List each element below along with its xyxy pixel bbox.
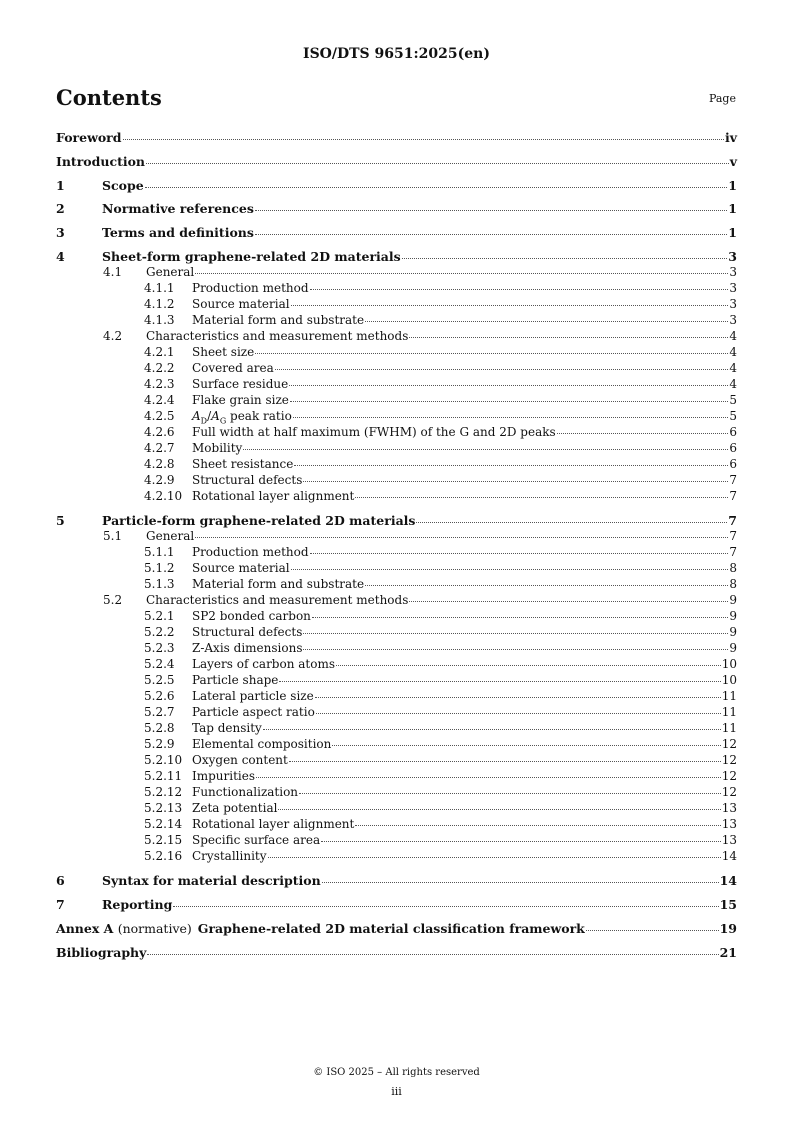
toc-page: 21: [719, 945, 737, 960]
toc-entry-5-2-1[interactable]: [56, 609, 737, 623]
toc-page: 4: [729, 377, 737, 391]
leader-dots: [355, 497, 728, 498]
toc-entry-5-2-7[interactable]: [56, 705, 737, 719]
toc-title: Scope: [102, 178, 144, 193]
toc-page: 15: [719, 897, 737, 912]
toc-title: Material form and substrate: [192, 577, 365, 591]
toc-title: Covered area: [192, 361, 274, 375]
toc-number: 4.2.7: [144, 441, 175, 455]
leader-dots: [123, 139, 724, 140]
toc-page: 9: [729, 593, 737, 607]
toc-page: 12: [721, 737, 737, 751]
toc-number: 5.2.15: [144, 833, 183, 847]
toc-title: Particle aspect ratio: [192, 705, 315, 719]
toc-number: 4.2.2: [144, 361, 175, 375]
leader-dots: [332, 745, 720, 746]
slash: /: [207, 409, 212, 423]
toc-entry-4-2-2[interactable]: [56, 361, 737, 375]
toc-entry-foreword[interactable]: [56, 130, 737, 145]
toc-page: 1: [728, 178, 737, 193]
toc-entry-1[interactable]: [56, 178, 737, 193]
toc-entry-5-1-1[interactable]: [56, 545, 737, 559]
page-number: iii: [391, 1085, 402, 1098]
toc-entry-4-2-7[interactable]: [56, 441, 737, 455]
toc-number: 5.2.9: [144, 737, 175, 751]
toc-title: Material form and substrate: [192, 313, 365, 327]
toc-entry-5-2-11[interactable]: [56, 769, 737, 783]
toc-number: 3: [56, 225, 65, 240]
leader-dots: [336, 665, 721, 666]
toc-number: 4.1.1: [144, 281, 175, 295]
toc-number: 5.2.7: [144, 705, 175, 719]
toc-page: 5: [729, 393, 737, 407]
leader-dots: [291, 305, 729, 306]
toc-number: 5: [56, 513, 65, 528]
page-column-label: Page: [708, 92, 736, 105]
toc-entry-4-2-3[interactable]: [56, 377, 737, 391]
toc-number: 5.1.3: [144, 577, 175, 591]
toc-page: 7: [729, 489, 737, 503]
toc-page: 6: [729, 441, 737, 455]
leader-dots: [294, 465, 728, 466]
leader-dots: [255, 210, 727, 211]
toc-number: 4.1: [103, 265, 123, 279]
toc-title: Bibliography: [56, 945, 147, 960]
leader-dots: [365, 585, 728, 586]
toc-page: 11: [721, 689, 737, 703]
toc-page: 4: [729, 361, 737, 375]
toc-entry-4-1[interactable]: [56, 265, 737, 279]
toc-page: 7: [728, 513, 737, 528]
toc-title: Introduction: [56, 154, 146, 169]
subscript-g: G: [219, 416, 227, 426]
toc-number: 5.2: [103, 593, 123, 607]
leader-dots: [316, 713, 721, 714]
leader-dots: [303, 633, 728, 634]
toc-number: 4.2.6: [144, 425, 175, 439]
toc-page: iv: [724, 130, 737, 145]
toc-number: 5.1: [103, 529, 123, 543]
leader-dots: [355, 825, 720, 826]
toc-title: Source material: [192, 297, 290, 311]
toc-entry-5-2-6[interactable]: [56, 689, 737, 703]
toc-title: Tap density: [192, 721, 262, 735]
toc-entry-7[interactable]: [56, 897, 737, 912]
toc-number: 4.2.4: [144, 393, 175, 407]
toc-entry-4-2-1[interactable]: [56, 345, 737, 359]
toc-entry-5-2-10[interactable]: [56, 753, 737, 767]
toc-entry-3[interactable]: [56, 225, 737, 240]
annex-label: Annex A: [56, 921, 114, 936]
toc-page: 9: [729, 609, 737, 623]
toc-page: 11: [721, 721, 737, 735]
toc-title: Zeta potential: [192, 801, 278, 815]
toc-title: Particle shape: [192, 673, 279, 687]
leader-dots: [310, 289, 729, 290]
toc-number: 4.2: [103, 329, 123, 343]
title-rest: peak ratio: [226, 409, 292, 423]
toc-page: 6: [729, 457, 737, 471]
leader-dots: [147, 954, 718, 955]
leader-dots: [409, 601, 728, 602]
toc-page: 7: [729, 529, 737, 543]
toc-entry-5-2-2[interactable]: [56, 625, 737, 639]
toc-title: Full width at half maximum (FWHM) of the G and 2D peaks: [192, 425, 556, 439]
toc-number: 5.2.4: [144, 657, 175, 671]
leader-dots: [256, 777, 721, 778]
toc-title: Normative references: [102, 201, 254, 216]
toc-title: Rotational layer alignment: [192, 817, 355, 831]
toc-number: 5.2.3: [144, 641, 175, 655]
toc-number: 4.2.8: [144, 457, 175, 471]
toc-entry-5-2-16[interactable]: [56, 849, 737, 863]
annex-qualifier: (normative): [117, 921, 192, 936]
toc-page: 3: [729, 281, 737, 295]
toc-number: 4.2.3: [144, 377, 175, 391]
toc-page: 13: [721, 801, 737, 815]
toc-page: 9: [729, 641, 737, 655]
toc-page: v: [729, 154, 737, 169]
leader-dots: [268, 857, 721, 858]
toc-entry-introduction[interactable]: [56, 154, 737, 169]
leader-dots: [310, 553, 729, 554]
leader-dots: [279, 681, 720, 682]
toc-page: 9: [729, 625, 737, 639]
toc-entry-5-2-13[interactable]: [56, 801, 737, 815]
toc-page: 5: [729, 409, 737, 423]
toc-entry-5-2-12[interactable]: [56, 785, 737, 799]
leader-dots: [402, 258, 728, 259]
toc-entry-2[interactable]: [56, 201, 737, 216]
leader-dots: [290, 401, 728, 402]
toc-title: SP2 bonded carbon: [192, 609, 311, 623]
toc-number: 1: [56, 178, 65, 193]
toc-title: General: [146, 529, 195, 543]
leader-dots: [275, 369, 729, 370]
toc-title: Impurities: [192, 769, 256, 783]
leader-dots: [255, 353, 728, 354]
toc-page: 6: [729, 425, 737, 439]
toc-page: 10: [721, 673, 737, 687]
toc-entry-bibliography[interactable]: [56, 945, 737, 960]
toc-title: Source material: [192, 561, 290, 575]
symbol-a: A: [192, 409, 201, 423]
toc-number: 4.2.1: [144, 345, 175, 359]
toc-page: 3: [728, 249, 737, 264]
leader-dots: [289, 761, 721, 762]
subscript-d: D: [200, 416, 208, 426]
toc-entry-4-2[interactable]: [56, 329, 737, 343]
toc-page: 19: [719, 921, 737, 936]
toc-title: Structural defects: [192, 625, 303, 639]
leader-dots: [416, 522, 727, 523]
toc-title: Elemental composition: [192, 737, 332, 751]
leader-dots: [289, 385, 728, 386]
toc-page: 10: [721, 657, 737, 671]
toc-number: 5.2.8: [144, 721, 175, 735]
toc-page: 11: [721, 705, 737, 719]
leader-dots: [315, 697, 721, 698]
toc-page: 1: [728, 225, 737, 240]
leader-dots: [293, 417, 729, 418]
toc-title: Rotational layer alignment: [192, 489, 355, 503]
toc-entry-4-2-9[interactable]: [56, 473, 737, 487]
toc-entry-5-1-3[interactable]: [56, 577, 737, 591]
toc-page: 12: [721, 769, 737, 783]
toc-page: 14: [719, 873, 737, 888]
toc-title: Lateral particle size: [192, 689, 314, 703]
leader-dots: [365, 321, 728, 322]
toc-number: 5.2.5: [144, 673, 175, 687]
toc-title: Flake grain size: [192, 393, 289, 407]
toc-title: Sheet size: [192, 345, 255, 359]
toc-title: Foreword: [56, 130, 122, 145]
toc-title: Mobility: [192, 441, 243, 455]
leader-dots: [146, 163, 729, 164]
toc-title: Reporting: [102, 897, 173, 912]
toc-number: 4: [56, 249, 65, 264]
contents-heading: Contents: [56, 85, 162, 110]
toc-title: Oxygen content: [192, 753, 288, 767]
toc-entry-4-2-10[interactable]: [56, 489, 737, 503]
toc-entry-4-2-4[interactable]: [56, 393, 737, 407]
leader-dots: [243, 449, 728, 450]
toc-title: Characteristics and measurement methods: [146, 329, 409, 343]
copyright-notice: © ISO 2025 – All rights reserved: [313, 1067, 480, 1078]
toc-entry-annex-a[interactable]: [56, 921, 737, 936]
toc-page: 4: [729, 345, 737, 359]
toc-entry-4-1-2[interactable]: [56, 297, 737, 311]
toc-entry-4[interactable]: [56, 249, 737, 264]
toc-entry-4-2-8[interactable]: [56, 457, 737, 471]
toc-title: Syntax for material description: [102, 873, 321, 888]
annex-title: Graphene-related 2D material classification framework: [197, 921, 585, 936]
toc-title: Surface residue: [192, 377, 289, 391]
leader-dots: [586, 930, 719, 931]
toc-entry-5[interactable]: [56, 513, 737, 528]
toc-title: Structural defects: [192, 473, 303, 487]
toc-title: Particle-form graphene-related 2D materials: [102, 513, 416, 528]
toc-entry-6[interactable]: [56, 873, 737, 888]
toc-entry-5-1[interactable]: [56, 529, 737, 543]
toc-number: 5.2.16: [144, 849, 183, 863]
toc-title: Functionalization: [192, 785, 299, 799]
toc-page: 3: [729, 297, 737, 311]
leader-dots: [312, 617, 728, 618]
leader-dots: [322, 882, 719, 883]
toc-page: 3: [729, 313, 737, 327]
toc-page: 8: [729, 577, 737, 591]
leader-dots: [303, 481, 728, 482]
toc-title: Production method: [192, 545, 309, 559]
leader-dots: [303, 649, 728, 650]
toc-page: 7: [729, 545, 737, 559]
toc-page: 13: [721, 833, 737, 847]
leader-dots: [291, 569, 729, 570]
document-id: ISO/DTS 9651:2025(en): [303, 46, 490, 62]
toc-number: 4.2.5: [144, 409, 175, 423]
toc-entry-5-1-2[interactable]: [56, 561, 737, 575]
toc-number: 7: [56, 897, 65, 912]
leader-dots: [278, 809, 720, 810]
toc-number: 6: [56, 873, 65, 888]
toc-entry-4-2-5[interactable]: [56, 409, 737, 425]
toc-entry-5-2-8[interactable]: [56, 721, 737, 735]
toc-number: 5.2.6: [144, 689, 175, 703]
toc-entry-5-2-14[interactable]: [56, 817, 737, 831]
toc-number: 5.1.2: [144, 561, 175, 575]
toc-number: 5.2.12: [144, 785, 183, 799]
leader-dots: [557, 433, 729, 434]
toc-number: 4.1.3: [144, 313, 175, 327]
leader-dots: [195, 273, 728, 274]
toc-entry-5-2[interactable]: [56, 593, 737, 607]
toc-number: 4.2.10: [144, 489, 183, 503]
toc-entry-4-2-6[interactable]: [56, 425, 737, 439]
toc-entry-5-2-3[interactable]: [56, 641, 737, 655]
toc-number: 5.2.13: [144, 801, 183, 815]
toc-title: Sheet-form graphene-related 2D materials: [102, 249, 401, 264]
toc-entry-5-2-9[interactable]: [56, 737, 737, 751]
toc-title: Crystallinity: [192, 849, 267, 863]
toc-entry-5-2-5[interactable]: [56, 673, 737, 687]
toc-page: 4: [729, 329, 737, 343]
toc-entry-5-2-4[interactable]: [56, 657, 737, 671]
toc-title: [192, 409, 292, 425]
leader-dots: [255, 234, 727, 235]
leader-dots: [145, 187, 728, 188]
toc-number: 5.2.14: [144, 817, 183, 831]
leader-dots: [321, 841, 721, 842]
toc-title: Terms and definitions: [102, 225, 254, 240]
toc-number: 5.2.11: [144, 769, 183, 783]
toc-page: 14: [721, 849, 737, 863]
toc-number: 4.1.2: [144, 297, 175, 311]
leader-dots: [299, 793, 721, 794]
toc-page: 13: [721, 817, 737, 831]
leader-dots: [173, 906, 718, 907]
toc-title: Layers of carbon atoms: [192, 657, 335, 671]
toc-title: General: [146, 265, 195, 279]
leader-dots: [195, 537, 728, 538]
toc-page: 12: [721, 753, 737, 767]
toc-page: 1: [728, 201, 737, 216]
toc-title: [56, 921, 585, 936]
toc-page: 12: [721, 785, 737, 799]
toc-number: 5.1.1: [144, 545, 175, 559]
toc-entry-5-2-15[interactable]: [56, 833, 737, 847]
toc-entry-4-1-3[interactable]: [56, 313, 737, 327]
toc-title: Z-Axis dimensions: [192, 641, 303, 655]
toc-title: Production method: [192, 281, 309, 295]
leader-dots: [409, 337, 728, 338]
leader-dots: [263, 729, 721, 730]
toc-number: 4.2.9: [144, 473, 175, 487]
toc-number: 5.2.1: [144, 609, 175, 623]
symbol-a: A: [211, 409, 220, 423]
toc-title: Characteristics and measurement methods: [146, 593, 409, 607]
toc-page: 3: [729, 265, 737, 279]
toc-title: Sheet resistance: [192, 457, 294, 471]
toc-page: 7: [729, 473, 737, 487]
toc-title: Specific surface area: [192, 833, 321, 847]
toc-entry-4-1-1[interactable]: [56, 281, 737, 295]
toc-page: 8: [729, 561, 737, 575]
toc-number: 5.2.10: [144, 753, 183, 767]
toc-number: 2: [56, 201, 65, 216]
toc-number: 5.2.2: [144, 625, 175, 639]
